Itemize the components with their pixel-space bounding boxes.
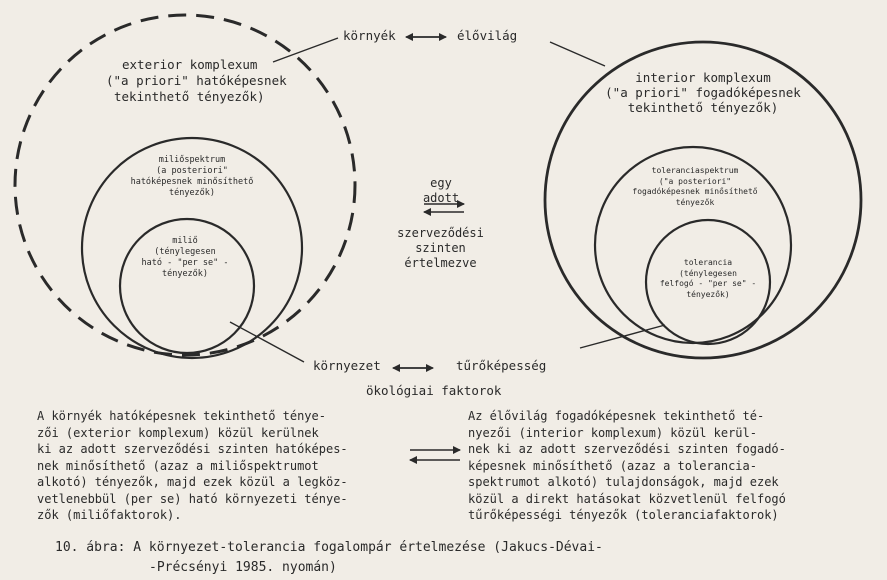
exterior-complex-text	[106, 57, 287, 105]
desc-right-line-6: közül a direkt hatásokat közvetlenül felfogó	[468, 491, 786, 506]
desc-left-line-1: A környék hatóképesnek tekinthető ténye-	[37, 409, 326, 423]
interior-line-3: tekinthető tényezők)	[627, 100, 779, 115]
desc-left-line-5: alkotó) tényezők, majd ezek közül a legköz-	[37, 475, 348, 489]
milieu-text	[115, 236, 255, 280]
desc-right-line-1: Az élővilág fogadóképesnek tekinthető té-	[468, 409, 765, 423]
milieu-line-2: (ténylegesen	[154, 247, 216, 257]
interior-line-2: ("a priori" fogadóképesnek	[605, 85, 801, 100]
desc-right-line-2: nyezői (interior komplexum) közül kerül-	[468, 425, 757, 440]
tolerance-line-3: felfogó - "per se" -	[659, 279, 757, 288]
center-top-line-2: adott	[422, 191, 460, 205]
desc-left-line-6: vetlenebbül (per se) ható környezeti ténye-	[37, 491, 348, 506]
interior-complex-text	[603, 70, 803, 115]
label-turokepesseg: tűrőképesség	[456, 358, 547, 373]
center-bottom-line-1: szerveződési	[397, 226, 484, 240]
tolerance-line-2: (ténylegesen	[679, 268, 737, 278]
milieu-line-3: ható - "per se" -	[141, 258, 229, 268]
desc-right-line-7: tűrőképességi tényezők (toleranciafaktorok)	[468, 508, 779, 522]
tolerance-spectrum-line-2: ("a posteriori"	[658, 176, 732, 186]
tolerance-spectrum-line-4: tényezők	[675, 197, 715, 207]
exterior-line-2: ("a priori" hatóképesnek	[106, 73, 287, 88]
desc-right-line-3: nek ki az adott szerveződési szinten fogadó-	[468, 442, 786, 456]
interior-line-1: interior komplexum	[635, 70, 771, 85]
description-right	[468, 408, 786, 524]
center-bottom-line-2: szinten	[415, 241, 466, 255]
label-elovilag: élővilág	[457, 28, 518, 43]
desc-right-line-5: spektrumot alkotó) tulajdonságok, majd ezek	[468, 475, 779, 489]
caption-line-1: 10. ábra: A környezet-tolerancia fogalompár értelmezése (Jakucs-Dévai-	[55, 540, 603, 555]
center-bottom-line-3: értelmezve	[404, 256, 477, 270]
label-kornyezet: környezet	[313, 358, 381, 373]
tolerance-line-4: tényezők)	[686, 289, 730, 299]
caption-line-2: -Précsényi 1985. nyomán)	[149, 560, 337, 575]
desc-left-line-7: zők (miliőfaktorok).	[37, 508, 182, 522]
center-top-line-1: egy	[430, 176, 452, 190]
label-kornyek: környék	[343, 28, 396, 43]
desc-left-line-3: ki az adott szerveződési szinten hatóképes-	[37, 442, 348, 456]
exterior-line-1: exterior komplexum	[122, 57, 258, 72]
desc-left-line-4: nek minősíthető (azaz a miliőspektrumot	[37, 458, 319, 473]
desc-left-line-2: zői (exterior komplexum) közül kerülnek	[37, 425, 319, 440]
description-left	[37, 408, 348, 524]
pointer-elovilag	[550, 42, 605, 66]
desc-right-line-4: képesnek minősíthető (azaz a tolerancia-	[468, 458, 757, 473]
exterior-line-3: tekinthető tényezők)	[114, 89, 265, 104]
milieu-spectrum-line-2: (a posteriori"	[156, 166, 228, 176]
center-top-text	[396, 176, 486, 206]
pointer-turokepesseg	[580, 325, 665, 348]
tolerance-text	[648, 258, 768, 300]
tolerance-spectrum-text	[615, 166, 775, 208]
milieu-spectrum-text	[112, 155, 272, 199]
label-okologiai-faktorok: ökológiai faktorok	[366, 383, 502, 398]
figure-caption	[55, 538, 603, 578]
milieu-line-4: tényezők)	[161, 269, 209, 279]
center-bottom-text	[378, 226, 503, 271]
tolerance-line-1: tolerancia	[683, 258, 733, 267]
milieu-spectrum-line-1: miliőspektrum	[158, 155, 226, 165]
milieu-line-1: miliő	[172, 236, 198, 246]
milieu-spectrum-line-3: hatóképesnek minősíthető	[130, 177, 254, 187]
tolerance-spectrum-line-1: toleranciaspektrum	[651, 166, 739, 175]
tolerance-spectrum-line-3: fogadóképesnek minősíthető	[632, 187, 758, 196]
milieu-spectrum-line-4: tényezők)	[168, 188, 216, 198]
